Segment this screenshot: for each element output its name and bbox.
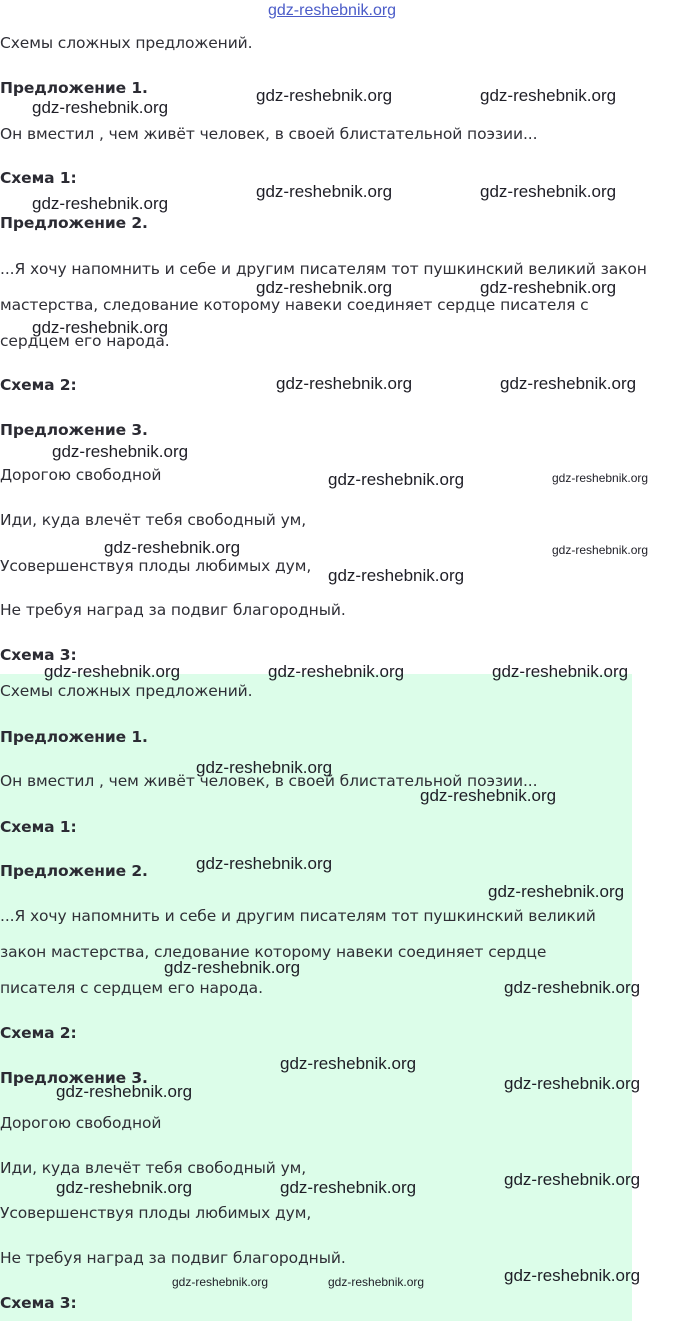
- watermark: gdz-reshebnik.org: [196, 758, 333, 777]
- watermark: gdz-reshebnik.org: [56, 1178, 193, 1197]
- block2-sentence3-line1: Дорогою свободной: [0, 1114, 162, 1132]
- block2-sentence2-line3: писателя с сердцем его народа.: [0, 979, 263, 997]
- block2-scheme1-label: Схема 1:: [0, 818, 77, 836]
- block2-scheme2-label: Схема 2:: [0, 1024, 77, 1042]
- watermark: gdz-reshebnik.org: [552, 471, 649, 485]
- watermark: gdz-reshebnik.org: [492, 662, 629, 681]
- watermark: gdz-reshebnik.org: [196, 854, 333, 873]
- watermark: gdz-reshebnik.org: [504, 1170, 641, 1189]
- watermark: gdz-reshebnik.org: [328, 1275, 425, 1289]
- block1-sentence1-heading: Предложение 1.: [0, 79, 148, 97]
- block2-sentence2-line1: ...Я хочу напомнить и себе и другим писателям тот пушкинский великий: [0, 907, 596, 925]
- watermark: gdz-reshebnik.org: [420, 786, 557, 805]
- watermark: gdz-reshebnik.org: [328, 470, 465, 489]
- watermark: gdz-reshebnik.org: [480, 182, 617, 201]
- block2-sentence3-heading: Предложение 3.: [0, 1069, 148, 1087]
- block1-sentence3-heading: Предложение 3.: [0, 421, 148, 439]
- watermark: gdz-reshebnik.org: [268, 662, 405, 681]
- block1-sentence3-line4: Не требуя наград за подвиг благородный.: [0, 601, 346, 619]
- watermark: gdz-reshebnik.org: [480, 278, 617, 297]
- watermark: gdz-reshebnik.org: [56, 1082, 193, 1101]
- watermark: gdz-reshebnik.org: [52, 442, 189, 461]
- watermark: gdz-reshebnik.org: [504, 978, 641, 997]
- watermark: gdz-reshebnik.org: [504, 1074, 641, 1093]
- block2-sentence2-heading: Предложение 2.: [0, 862, 148, 880]
- watermark: gdz-reshebnik.org: [500, 374, 637, 393]
- watermark: gdz-reshebnik.org: [256, 278, 393, 297]
- watermark: gdz-reshebnik.org: [32, 194, 169, 213]
- block2-sentence1-heading: Предложение 1.: [0, 728, 148, 746]
- site-link[interactable]: gdz-reshebnik.org: [268, 2, 397, 19]
- watermark: gdz-reshebnik.org: [44, 662, 181, 681]
- block2-sentence3-line4: Не требуя наград за подвиг благородный.: [0, 1249, 346, 1267]
- block1-sentence3-line2: Иди, куда влечёт тебя свободный ум,: [0, 511, 307, 529]
- watermark: gdz-reshebnik.org: [32, 318, 169, 337]
- block2-title: Схемы сложных предложений.: [0, 682, 253, 700]
- block1-scheme2-label: Схема 2:: [0, 376, 77, 394]
- block1-sentence1-text: Он вместил , чем живёт человек, в своей блистательной поэзии...: [0, 125, 538, 143]
- block2-sentence3-line2: Иди, куда влечёт тебя свободный ум,: [0, 1159, 307, 1177]
- block2-sentence3-line3: Усовершенствуя плоды любимых дум,: [0, 1204, 312, 1222]
- block1-sentence2-heading: Предложение 2.: [0, 214, 148, 232]
- block1-sentence2-line3: сердцем его народа.: [0, 332, 170, 350]
- watermark: gdz-reshebnik.org: [504, 1266, 641, 1285]
- watermark: gdz-reshebnik.org: [276, 374, 413, 393]
- watermark: gdz-reshebnik.org: [328, 566, 465, 585]
- block2-sentence1-text: Он вместил , чем живёт человек, в своей блистательной поэзии...: [0, 772, 538, 790]
- watermark: gdz-reshebnik.org: [480, 86, 617, 105]
- watermark: gdz-reshebnik.org: [172, 1275, 269, 1289]
- block1-title: Схемы сложных предложений.: [0, 34, 253, 52]
- block1-scheme1-label: Схема 1:: [0, 169, 77, 187]
- watermark: gdz-reshebnik.org: [256, 182, 393, 201]
- block1-sentence3-line1: Дорогою свободной: [0, 466, 162, 484]
- block1-sentence2-line2: мастерства, следование которому навеки соединяет сердце писателя с: [0, 296, 589, 314]
- watermark: gdz-reshebnik.org: [104, 538, 241, 557]
- watermark: gdz-reshebnik.org: [32, 98, 169, 117]
- block2-sentence2-line2: закон мастерства, следование которому навеки соединяет сердце: [0, 943, 547, 961]
- watermark: gdz-reshebnik.org: [280, 1178, 417, 1197]
- watermark: gdz-reshebnik.org: [552, 543, 649, 557]
- block2-scheme3-label: Схема 3:: [0, 1294, 77, 1312]
- watermark: gdz-reshebnik.org: [280, 1054, 417, 1073]
- watermark: gdz-reshebnik.org: [164, 958, 301, 977]
- watermark: gdz-reshebnik.org: [488, 882, 625, 901]
- block1-scheme3-label: Схема 3:: [0, 646, 77, 664]
- block1-sentence3-line3: Усовершенствуя плоды любимых дум,: [0, 557, 312, 575]
- block1-sentence2-line1: ...Я хочу напомнить и себе и другим писателям тот пушкинский великий закон: [0, 260, 647, 278]
- watermark: gdz-reshebnik.org: [256, 86, 393, 105]
